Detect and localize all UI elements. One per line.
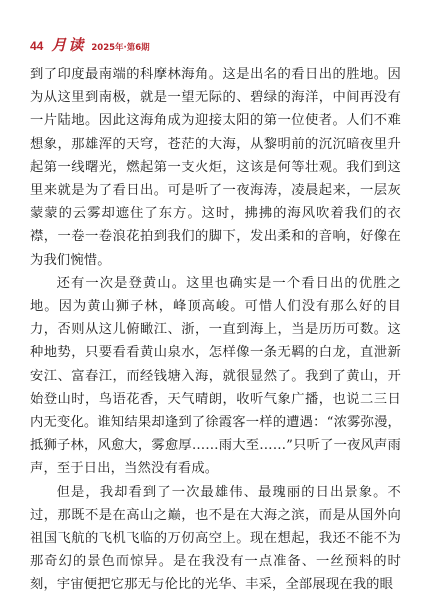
article-body — [30, 63, 401, 597]
page-header — [30, 34, 150, 54]
page-number: 44 — [30, 39, 44, 53]
paragraph-continued: 到了印度最南端的科摩林海角。这是出名的看日出的胜地。因为从这里到南极，就是一望无际的、碧绿的海洋，中间再没有一片陆地。因此这海角成为迎接太阳的第一位使者。人们不难想象，那雄浑的天穹，苍茫的大海，从黎明前的沉沉暗夜里升起第一线曙光，燃起第一支火炬，这该是何等壮观。我们到这里来就是为了看日出。可是听了一夜海涛，凌晨起来，一层灰蒙蒙的云雾却遮住了东方。这时，拂拂的海风吹着我们的衣襟，一卷一卷浪花拍到我们的脚下，发出柔和的音响，好像在为我们惋惜。 — [30, 67, 401, 268]
paragraph-huangshan: 还有一次是登黄山。这里也确实是一个看日出的优胜之地。因为黄山狮子林，峰顶高峻。可惜人们没有那么好的目力，否则从这儿俯瞰江、浙，一直到海上，当是历历可数。这种地势，只要看看黄山泉水，怎样像一条无羁的白龙，直泄新安江、富春江，而经钱塘入海，就很显然了。我到了黄山，开始登山时，鸟语花香，天气晴朗，收听气象广播，也说二三日内无变化。谁知结果却逢到了徐霞客一样的遭遇：“浓雾弥漫，抵狮子林，风愈大，雾愈厚……雨大至……”只听了一夜风声雨声，至于日出，当然没有看成。 — [30, 275, 401, 477]
issue-label: 2025年·第6期 — [91, 43, 150, 53]
magazine-logo: 月读 — [51, 36, 86, 54]
paragraph-flight-sunrise: 但是，我却看到了一次最雄伟、最瑰丽的日出景象。不过，那既不是在高山之巅，也不是在大海之滨，而是从国外向祖国飞航的飞机飞临的万仞高空上。现在想起，我还不能不为那奇幻的景色而惊异。是在我没有一点准备、一丝预料的时刻，宇宙便把它那无与伦比的光华、丰采，全部展现在我的眼 — [30, 484, 401, 593]
